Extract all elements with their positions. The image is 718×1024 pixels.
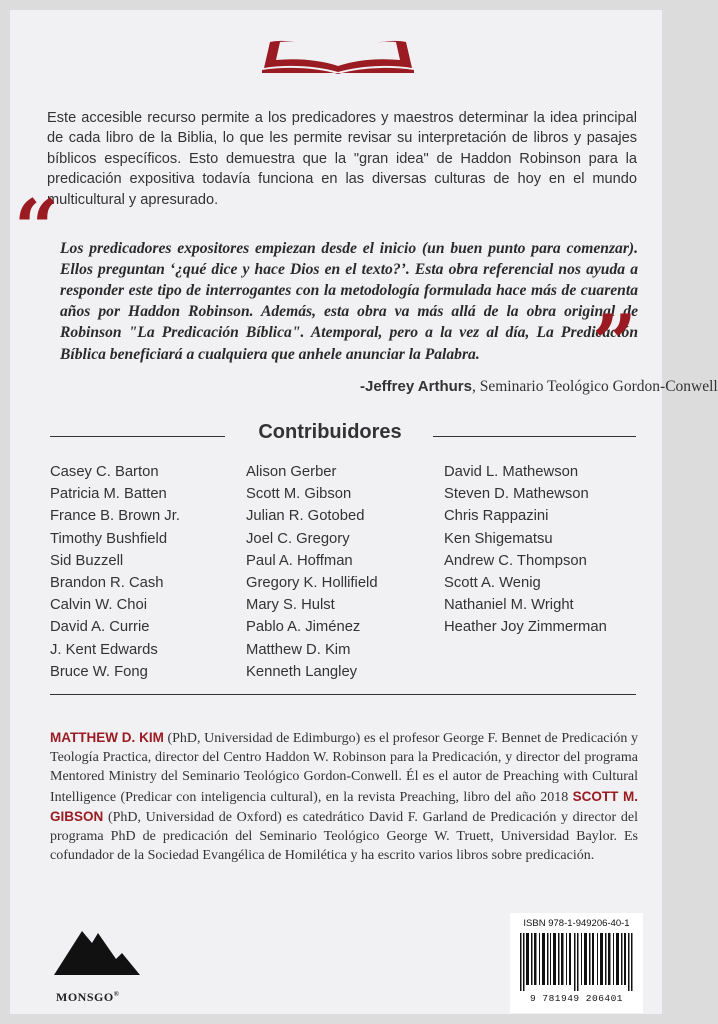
isbn-barcode: [510, 913, 643, 1013]
isbn-text: ISBN 978-1-949206-40-1: [523, 918, 630, 929]
open-book-icon: [258, 16, 418, 74]
quote-affiliation: , Seminario Teológico Gordon-Conwell: [471, 378, 718, 395]
author-bios: [50, 728, 638, 865]
contributor-name: Calvin W. Choi: [50, 597, 148, 614]
contributor-name: Patricia M. Batten: [50, 486, 167, 503]
barcode-digits: 9 781949 206401: [529, 993, 623, 1004]
quote-author: -Jeffrey Arthurs: [360, 378, 472, 395]
contributors-column-2: [246, 461, 378, 683]
contributor-name: J. Kent Edwards: [50, 641, 158, 658]
contributor-name: David L. Mathewson: [444, 464, 579, 480]
contributor-name: Sid Buzzell: [50, 552, 124, 569]
author-1-bio: (PhD, Universidad de Edimburgo) es el profesor George F. Bennet de Predicación y Teología Practica, director del Centro Haddon W. Robinson para la Predicación, y director del programa Mentored Ministry del Seminario Teológico Gordon-Conwell. Él es el autor de Preaching with Cultural Intelligence (Predicar con inteligencia cultural), en la revista Preaching, libro del año 2018: [50, 731, 638, 805]
contributor-name: Mary S. Hulst: [246, 597, 335, 614]
contributors-column-1: [50, 461, 180, 683]
endorsement-quote: Los predicadores expositores empiezan desde el inicio (un buen punto para comenzar). Ellos preguntan ‘¿qué dice y hace Dios en el texto?’. Esta obra referencial nos ayuda a responder este tipo de interrogantes con la metodología formulada hace más de cuarenta años por Haddon Robinson. Además, esta obra va más allá de la obra original de Robinson "La Predicación Bíblica". Atemporal, pero a la vez al día, La Predicación Bíblica beneficiará a cualquiera que anhele anunciar la Palabra.: [60, 239, 638, 363]
registered-mark: ®: [113, 990, 120, 998]
contributors-column-3: [444, 461, 607, 639]
author-2-name: SCOTT M. GIBSON: [50, 788, 638, 824]
contributor-name: Casey C. Barton: [50, 464, 159, 480]
contributor-name: Alison Gerber: [246, 464, 337, 480]
contributor-name: Chris Rappazini: [444, 508, 549, 525]
contributor-name: Kenneth Langley: [246, 663, 358, 680]
contributor-name: Scott A. Wenig: [444, 575, 541, 592]
contributor-name: Pablo A. Jiménez: [246, 619, 361, 636]
contributor-name: Steven D. Mathewson: [444, 486, 589, 503]
contributor-name: Brandon R. Cash: [50, 575, 164, 592]
divider-bottom: [50, 694, 636, 695]
close-quote-mark: ”: [592, 298, 637, 389]
contributor-name: David A. Currie: [50, 619, 150, 636]
contributor-name: Bruce W. Fong: [50, 663, 148, 680]
author-2-bio: (PhD, Universidad de Oxford) es catedrático David F. Garland de Predicación y director del programa PhD de predicación del Seminario Teológico George W. Truett, Universidad Baylor. Es cofundador de la Sociedad Evangélica de Homilética y ha escrito varios libros sobre predicación.: [50, 809, 638, 864]
contributor-name: Scott M. Gibson: [246, 486, 352, 503]
barcode-bars-icon: [514, 933, 639, 991]
publisher-name: [56, 990, 146, 1005]
contributor-name: Ken Shigematsu: [444, 530, 553, 547]
author-1-name: MATTHEW D. KIM: [50, 730, 164, 745]
contributor-name: Gregory K. Hollifield: [246, 575, 378, 592]
divider-left: [50, 436, 225, 437]
contributor-name: Matthew D. Kim: [246, 641, 351, 658]
contributor-name: Paul A. Hoffman: [246, 552, 353, 569]
contributor-name: Timothy Bushfield: [50, 530, 168, 547]
publisher-wordmark: MONSGO: [56, 990, 114, 1004]
quote-attribution: [360, 378, 718, 396]
book-description: Este accesible recurso permite a los predicadores y maestros determinar la idea principal de cada libro de la Biblia, lo que les permite revisar su interpretación de libros y pasajes bíblicos específicos. Esto demuestra que la "gran idea" de Haddon Robinson para la predicación expositiva todavía funciona en las diversas culturas de hoy en el mundo multicultural y apresurado.: [47, 109, 637, 208]
contributor-name: Joel C. Gregory: [246, 530, 350, 547]
contributor-name: Julian R. Gotobed: [246, 508, 365, 525]
contributor-name: Heather Joy Zimmerman: [444, 619, 607, 636]
contributor-name: France B. Brown Jr.: [50, 508, 180, 525]
divider-right: [433, 436, 636, 437]
open-quote-mark: “: [14, 183, 59, 274]
contributor-name: Andrew C. Thompson: [444, 552, 587, 569]
contributor-name: Nathaniel M. Wright: [444, 597, 574, 614]
contributors-heading: Contribuidores: [258, 421, 402, 443]
